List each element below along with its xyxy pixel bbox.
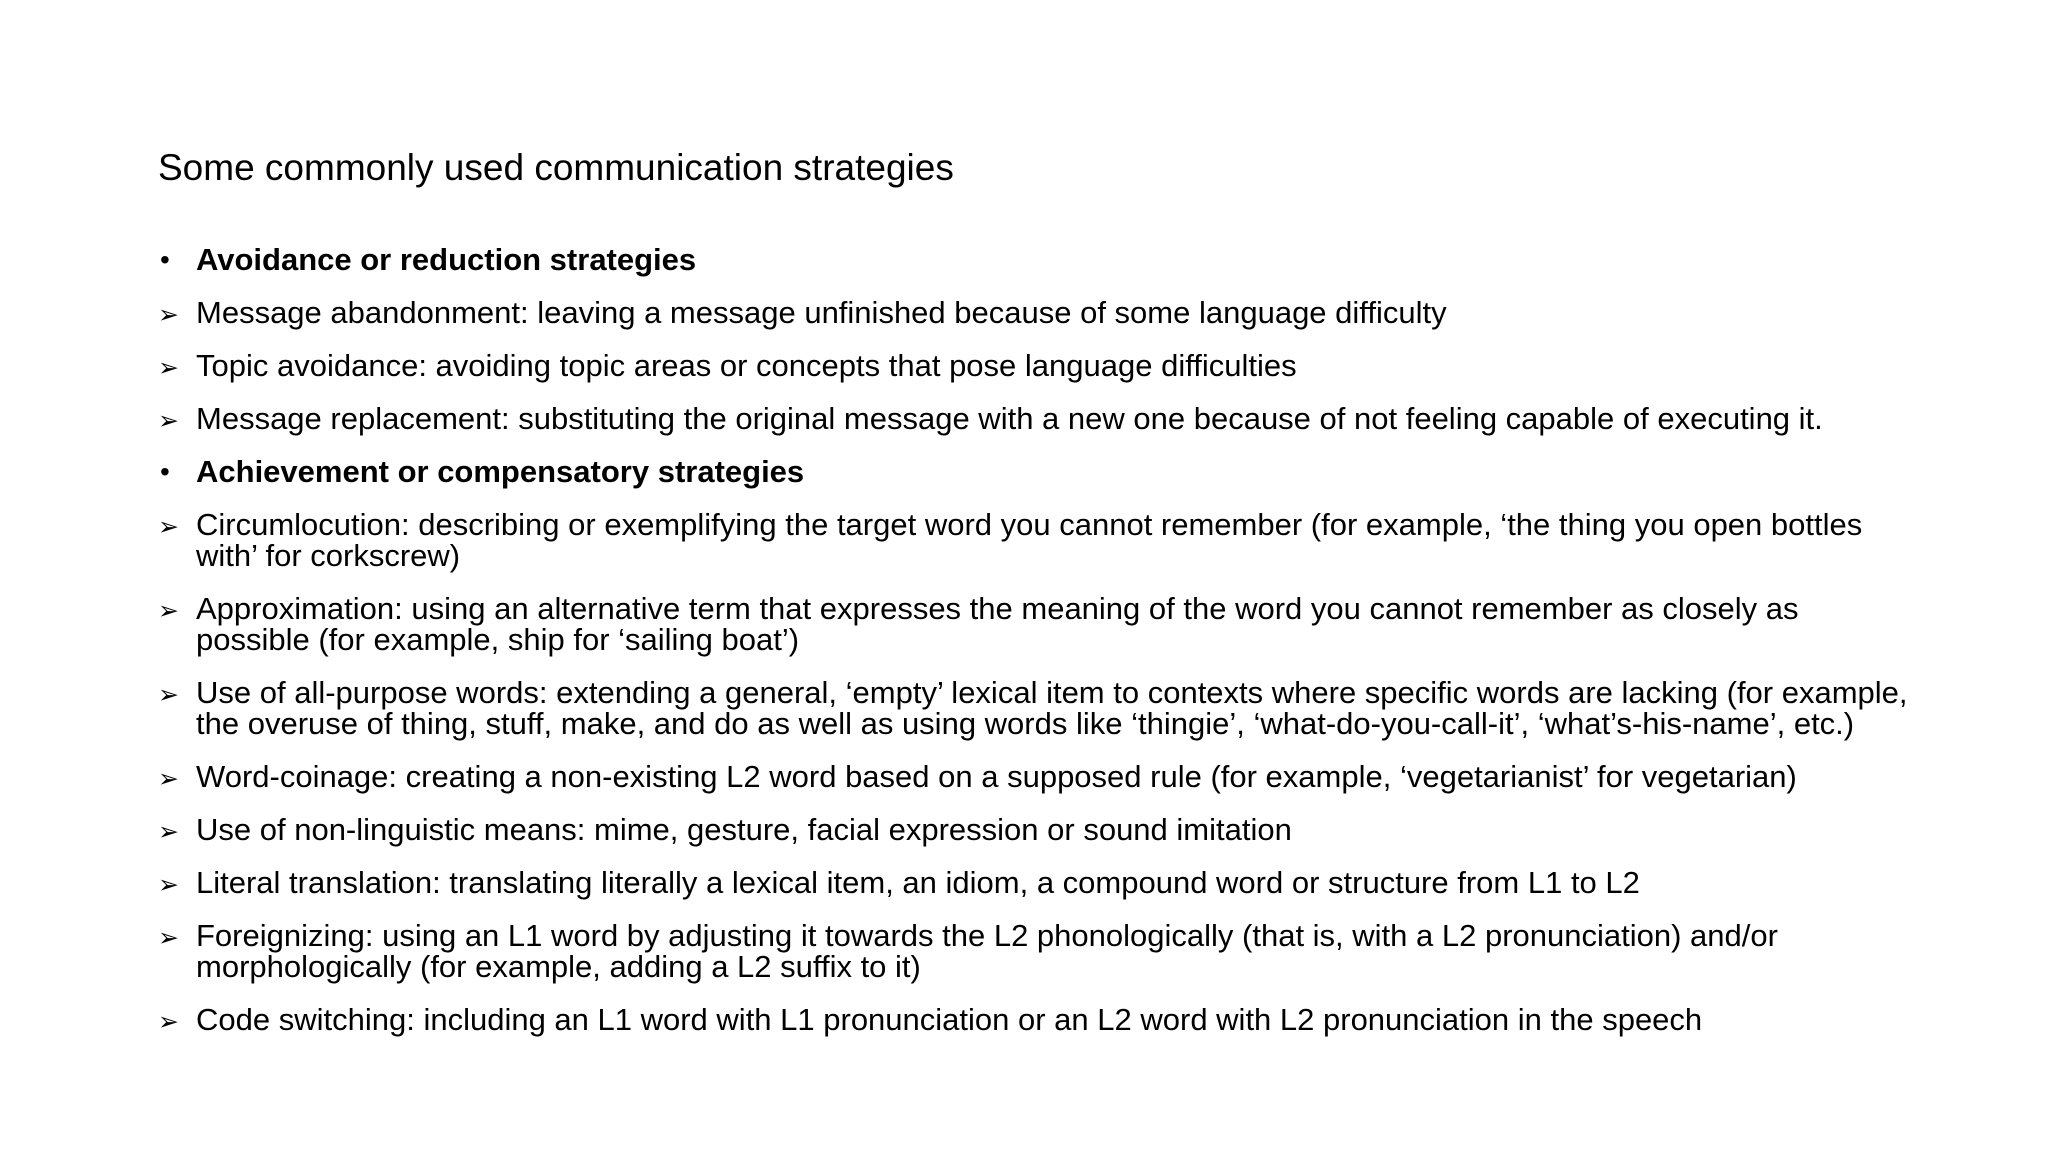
list-item-text: Avoidance or reduction strategies: [196, 242, 697, 277]
arrow-bullet-icon: ➢: [158, 923, 179, 952]
list-heading-avoidance: [158, 244, 1918, 275]
list-item: [158, 1004, 1918, 1035]
list-item: [158, 350, 1918, 381]
list-item-text: Code switching: including an L1 word with L1 pronunciation or an L2 word with L2 pronunciation in the speech: [196, 1002, 1703, 1037]
arrow-bullet-icon: ➢: [158, 764, 179, 793]
arrow-bullet-icon: ➢: [158, 870, 179, 899]
list-item: [158, 297, 1918, 328]
bullet-icon: •: [160, 456, 170, 487]
list-item-text: Achievement or compensatory strategies: [196, 454, 805, 489]
arrow-bullet-icon: ➢: [158, 680, 179, 709]
arrow-bullet-icon: ➢: [158, 300, 179, 329]
list-item-text: Foreignizing: using an L1 word by adjusting it towards the L2 phonologically (that is, with a L2 pronunciation) and/or morphologically (for example, adding a L2 suffix to it): [196, 918, 1778, 984]
arrow-bullet-icon: ➢: [158, 406, 179, 435]
list-item-text: Literal translation: translating literally a lexical item, an idiom, a compound word or structure from L1 to L2: [196, 865, 1640, 900]
list-item: [158, 814, 1918, 845]
list-heading-achievement: [158, 456, 1918, 487]
slide-title: Some commonly used communication strategies: [158, 147, 954, 188]
arrow-bullet-icon: ➢: [158, 1007, 179, 1036]
list-item-text: Message replacement: substituting the original message with a new one because of not feeling capable of executing it.: [196, 401, 1823, 436]
list-item-text: Use of non-linguistic means: mime, gesture, facial expression or sound imitation: [196, 812, 1292, 847]
list-item-text: Circumlocution: describing or exemplifying the target word you cannot remember (for example, ‘the thing you open bottles with’ for corkscrew): [196, 507, 1863, 573]
list-item: [158, 593, 1918, 655]
list-item-text: Message abandonment: leaving a message unfinished because of some language difficulty: [196, 295, 1447, 330]
list-item: [158, 677, 1918, 739]
arrow-bullet-icon: ➢: [158, 353, 179, 382]
arrow-bullet-icon: ➢: [158, 817, 179, 846]
list-item: [158, 761, 1918, 792]
list-item-text: Approximation: using an alternative term that expresses the meaning of the word you cannot remember as closely as possible (for example, ship for ‘sailing boat’): [196, 591, 1799, 657]
list-item-text: Use of all-purpose words: extending a general, ‘empty’ lexical item to contexts where specific words are lacking (for example, the overuse of thing, stuff, make, and do as well as using words like ‘thingie’, ‘what-do-you-call-it’, ‘what’s-his-name’, etc.): [196, 675, 1908, 741]
strategy-list: [158, 244, 1918, 1057]
list-item: [158, 509, 1918, 571]
arrow-bullet-icon: ➢: [158, 596, 179, 625]
arrow-bullet-icon: ➢: [158, 512, 179, 541]
list-item: [158, 403, 1918, 434]
list-item: [158, 920, 1918, 982]
list-item-text: Topic avoidance: avoiding topic areas or concepts that pose language difficulties: [196, 348, 1297, 383]
list-item: [158, 867, 1918, 898]
bullet-icon: •: [160, 244, 170, 275]
list-item-text: Word-coinage: creating a non-existing L2 word based on a supposed rule (for example, ‘vegetarianist’ for vegetarian): [196, 759, 1797, 794]
